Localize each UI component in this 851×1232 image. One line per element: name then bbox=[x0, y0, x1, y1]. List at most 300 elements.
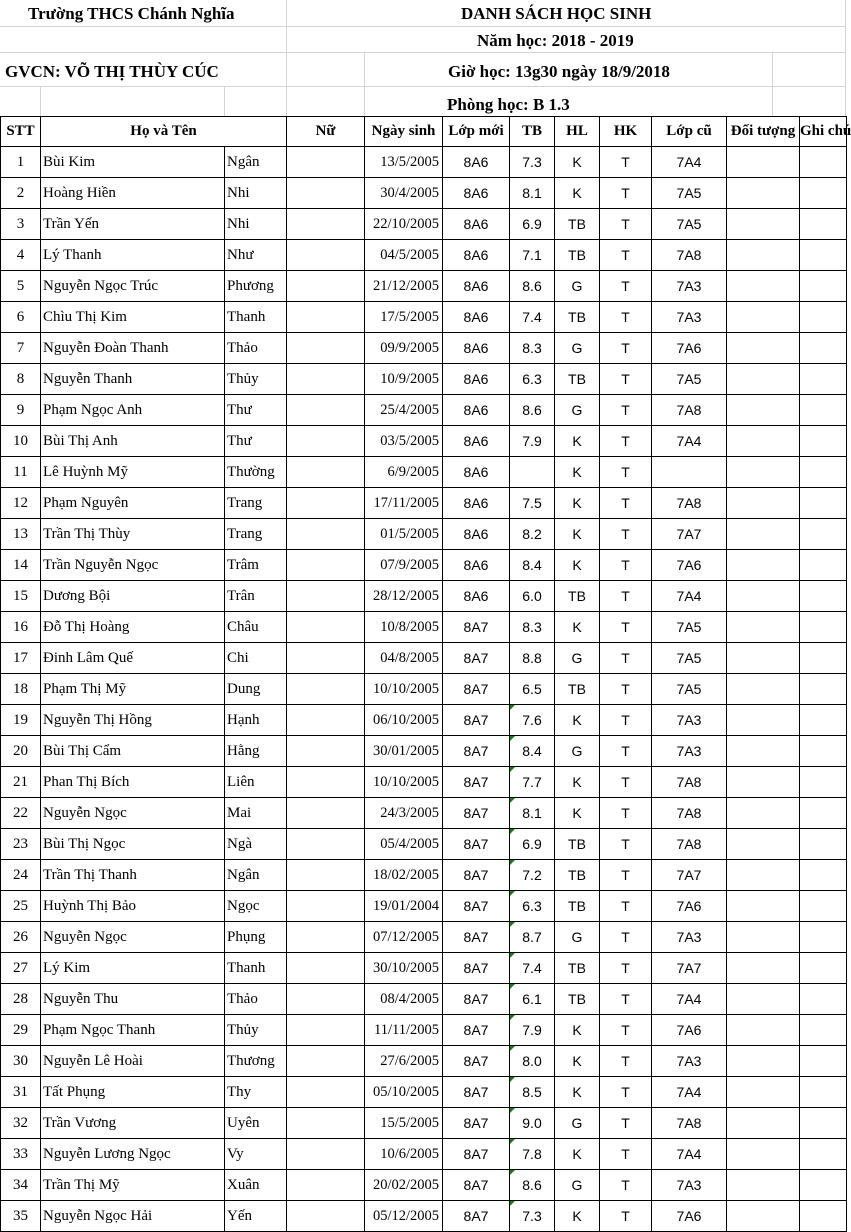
cell-conduct: T bbox=[600, 1108, 652, 1139]
cell-comment-marker-icon bbox=[510, 860, 515, 865]
cell-old-class: 7A6 bbox=[652, 333, 727, 364]
cell-academic: K bbox=[555, 178, 600, 209]
cell-female bbox=[287, 457, 365, 488]
cell-category bbox=[727, 302, 800, 333]
cell-note bbox=[800, 457, 847, 488]
cell-old-class: 7A4 bbox=[652, 581, 727, 612]
cell-old-class: 7A7 bbox=[652, 953, 727, 984]
cell-conduct: T bbox=[600, 643, 652, 674]
cell-avg: 7.9 bbox=[510, 426, 555, 457]
cell-stt: 17 bbox=[1, 643, 41, 674]
cell-new-class: 8A7 bbox=[443, 1170, 510, 1201]
cell-old-class: 7A7 bbox=[652, 860, 727, 891]
cell-avg: 8.4 bbox=[510, 736, 555, 767]
cell-academic: G bbox=[555, 736, 600, 767]
cell-stt: 30 bbox=[1, 1046, 41, 1077]
cell-avg: 7.4 bbox=[510, 302, 555, 333]
cell-avg: 8.4 bbox=[510, 550, 555, 581]
cell-new-class: 8A7 bbox=[443, 643, 510, 674]
cell-dob: 04/5/2005 bbox=[365, 240, 443, 271]
cell-surname: Nguyễn Ngọc Trúc bbox=[41, 271, 225, 302]
cell-avg: 8.5 bbox=[510, 1077, 555, 1108]
cell-old-class: 7A7 bbox=[652, 519, 727, 550]
cell-dob: 17/5/2005 bbox=[365, 302, 443, 333]
cell-old-class: 7A8 bbox=[652, 1108, 727, 1139]
cell-academic: TB bbox=[555, 209, 600, 240]
cell-category bbox=[727, 922, 800, 953]
cell-surname: Nguyễn Thanh bbox=[41, 364, 225, 395]
cell-surname: Hoàng Hiền bbox=[41, 178, 225, 209]
cell-dob: 28/12/2005 bbox=[365, 581, 443, 612]
cell-conduct: T bbox=[600, 302, 652, 333]
cell-note bbox=[800, 705, 847, 736]
cell-given-name: Thy bbox=[225, 1077, 287, 1108]
cell-category bbox=[727, 581, 800, 612]
cell-academic: G bbox=[555, 333, 600, 364]
table-row bbox=[1, 1015, 847, 1046]
table-row bbox=[1, 1139, 847, 1170]
cell-given-name: Yến bbox=[225, 1201, 287, 1232]
cell-given-name: Nhi bbox=[225, 178, 287, 209]
cell-dob: 01/5/2005 bbox=[365, 519, 443, 550]
cell-conduct: T bbox=[600, 1015, 652, 1046]
cell-surname: Chìu Thị Kim bbox=[41, 302, 225, 333]
cell-conduct: T bbox=[600, 1139, 652, 1170]
cell-new-class: 8A6 bbox=[443, 488, 510, 519]
cell-note bbox=[800, 1046, 847, 1077]
cell-female bbox=[287, 1170, 365, 1201]
cell-comment-marker-icon bbox=[510, 736, 515, 741]
cell-old-class: 7A6 bbox=[652, 550, 727, 581]
cell-stt: 4 bbox=[1, 240, 41, 271]
cell-stt: 34 bbox=[1, 1170, 41, 1201]
cell-female bbox=[287, 240, 365, 271]
col-header-avg: TB bbox=[510, 117, 555, 147]
cell-given-name: Mai bbox=[225, 798, 287, 829]
cell-conduct: T bbox=[600, 178, 652, 209]
cell-dob: 10/10/2005 bbox=[365, 674, 443, 705]
cell-conduct: T bbox=[600, 333, 652, 364]
cell-surname: Nguyễn Lương Ngọc bbox=[41, 1139, 225, 1170]
cell-new-class: 8A6 bbox=[443, 395, 510, 426]
cell-surname: Trần Thị Thanh bbox=[41, 860, 225, 891]
cell-old-class: 7A5 bbox=[652, 364, 727, 395]
cell-note bbox=[800, 240, 847, 271]
cell-note bbox=[800, 643, 847, 674]
student-rows bbox=[1, 147, 847, 1232]
cell-note bbox=[800, 922, 847, 953]
cell-note bbox=[800, 829, 847, 860]
cell-given-name: Phương bbox=[225, 271, 287, 302]
cell-female bbox=[287, 798, 365, 829]
cell-old-class: 7A3 bbox=[652, 736, 727, 767]
cell-avg: 8.1 bbox=[510, 178, 555, 209]
cell-stt: 13 bbox=[1, 519, 41, 550]
cell-category bbox=[727, 1077, 800, 1108]
cell-old-class: 7A5 bbox=[652, 674, 727, 705]
cell-note bbox=[800, 581, 847, 612]
cell-stt: 14 bbox=[1, 550, 41, 581]
cell-stt: 35 bbox=[1, 1201, 41, 1232]
cell-given-name: Thanh bbox=[225, 302, 287, 333]
cell-stt: 29 bbox=[1, 1015, 41, 1046]
cell-old-class: 7A3 bbox=[652, 302, 727, 333]
cell-given-name: Trâm bbox=[225, 550, 287, 581]
cell-female bbox=[287, 1201, 365, 1232]
cell-female bbox=[287, 271, 365, 302]
cell-academic: K bbox=[555, 1077, 600, 1108]
cell-avg: 7.6 bbox=[510, 705, 555, 736]
cell-old-class: 7A3 bbox=[652, 1046, 727, 1077]
cell-note bbox=[800, 736, 847, 767]
cell-new-class: 8A6 bbox=[443, 581, 510, 612]
cell-dob: 03/5/2005 bbox=[365, 426, 443, 457]
cell-academic: TB bbox=[555, 674, 600, 705]
cell-dob: 05/4/2005 bbox=[365, 829, 443, 860]
cell-given-name: Ngọc bbox=[225, 891, 287, 922]
cell-stt: 20 bbox=[1, 736, 41, 767]
cell-old-class: 7A6 bbox=[652, 1015, 727, 1046]
cell-surname: Phan Thị Bích bbox=[41, 767, 225, 798]
cell-note bbox=[800, 395, 847, 426]
cell-stt: 22 bbox=[1, 798, 41, 829]
cell-stt: 10 bbox=[1, 426, 41, 457]
cell-new-class: 8A7 bbox=[443, 1139, 510, 1170]
cell-category bbox=[727, 240, 800, 271]
cell-conduct: T bbox=[600, 519, 652, 550]
cell-surname: Phạm Ngọc Anh bbox=[41, 395, 225, 426]
cell-category bbox=[727, 953, 800, 984]
cell-surname: Phạm Nguyên bbox=[41, 488, 225, 519]
cell-note bbox=[800, 364, 847, 395]
cell-old-class: 7A5 bbox=[652, 178, 727, 209]
cell-new-class: 8A6 bbox=[443, 178, 510, 209]
cell-dob: 07/12/2005 bbox=[365, 922, 443, 953]
cell-dob: 24/3/2005 bbox=[365, 798, 443, 829]
cell-stt: 2 bbox=[1, 178, 41, 209]
cell-category bbox=[727, 426, 800, 457]
cell-old-class: 7A3 bbox=[652, 705, 727, 736]
cell-category bbox=[727, 209, 800, 240]
cell-stt: 16 bbox=[1, 612, 41, 643]
cell-category bbox=[727, 1139, 800, 1170]
cell-dob: 20/02/2005 bbox=[365, 1170, 443, 1201]
cell-dob: 05/12/2005 bbox=[365, 1201, 443, 1232]
cell-dob: 17/11/2005 bbox=[365, 488, 443, 519]
cell-academic: K bbox=[555, 519, 600, 550]
cell-new-class: 8A6 bbox=[443, 426, 510, 457]
cell-female bbox=[287, 1077, 365, 1108]
cell-stt: 6 bbox=[1, 302, 41, 333]
cell-avg: 8.6 bbox=[510, 271, 555, 302]
cell-category bbox=[727, 984, 800, 1015]
cell-female bbox=[287, 581, 365, 612]
table-row bbox=[1, 798, 847, 829]
sheet-header bbox=[0, 0, 846, 116]
cell-category bbox=[727, 147, 800, 178]
cell-female bbox=[287, 364, 365, 395]
cell-academic: G bbox=[555, 1108, 600, 1139]
cell-surname: Phạm Ngọc Thanh bbox=[41, 1015, 225, 1046]
cell-conduct: T bbox=[600, 581, 652, 612]
cell-category bbox=[727, 457, 800, 488]
cell-old-class: 7A4 bbox=[652, 1139, 727, 1170]
cell-new-class: 8A6 bbox=[443, 457, 510, 488]
col-header-female: Nữ bbox=[287, 117, 365, 147]
cell-old-class: 7A5 bbox=[652, 612, 727, 643]
cell-category bbox=[727, 829, 800, 860]
cell-dob: 05/10/2005 bbox=[365, 1077, 443, 1108]
table-row bbox=[1, 147, 847, 178]
cell-given-name: Thư bbox=[225, 426, 287, 457]
cell-old-class: 7A6 bbox=[652, 891, 727, 922]
cell-dob: 10/8/2005 bbox=[365, 612, 443, 643]
table-row bbox=[1, 1077, 847, 1108]
cell-note bbox=[800, 1139, 847, 1170]
cell-conduct: T bbox=[600, 364, 652, 395]
table-row bbox=[1, 612, 847, 643]
cell-academic: K bbox=[555, 550, 600, 581]
cell-academic: K bbox=[555, 1046, 600, 1077]
col-header-old-class: Lớp cũ bbox=[652, 117, 727, 147]
cell-female bbox=[287, 1108, 365, 1139]
cell-given-name: Thảo bbox=[225, 984, 287, 1015]
cell-conduct: T bbox=[600, 457, 652, 488]
cell-surname: Trần Thị Mỹ bbox=[41, 1170, 225, 1201]
table-row bbox=[1, 240, 847, 271]
table-row bbox=[1, 922, 847, 953]
cell-note bbox=[800, 1077, 847, 1108]
cell-old-class: 7A8 bbox=[652, 395, 727, 426]
cell-new-class: 8A7 bbox=[443, 984, 510, 1015]
cell-surname: Bùi Thị Ngọc bbox=[41, 829, 225, 860]
cell-female bbox=[287, 1139, 365, 1170]
cell-academic: K bbox=[555, 147, 600, 178]
cell-academic: TB bbox=[555, 364, 600, 395]
cell-conduct: T bbox=[600, 767, 652, 798]
cell-academic: G bbox=[555, 643, 600, 674]
cell-given-name: Trang bbox=[225, 519, 287, 550]
cell-conduct: T bbox=[600, 488, 652, 519]
cell-female bbox=[287, 178, 365, 209]
cell-female bbox=[287, 302, 365, 333]
cell-category bbox=[727, 178, 800, 209]
cell-stt: 24 bbox=[1, 860, 41, 891]
table-row bbox=[1, 581, 847, 612]
cell-conduct: T bbox=[600, 829, 652, 860]
cell-comment-marker-icon bbox=[510, 1201, 515, 1206]
cell-avg: 6.5 bbox=[510, 674, 555, 705]
cell-old-class: 7A5 bbox=[652, 209, 727, 240]
cell-stt: 27 bbox=[1, 953, 41, 984]
cell-female bbox=[287, 953, 365, 984]
col-header-stt: STT bbox=[1, 117, 41, 147]
cell-avg: 8.7 bbox=[510, 922, 555, 953]
cell-stt: 5 bbox=[1, 271, 41, 302]
cell-new-class: 8A6 bbox=[443, 240, 510, 271]
cell-female bbox=[287, 891, 365, 922]
cell-new-class: 8A7 bbox=[443, 1015, 510, 1046]
cell-given-name: Thủy bbox=[225, 1015, 287, 1046]
cell-category bbox=[727, 736, 800, 767]
table-row bbox=[1, 1170, 847, 1201]
cell-new-class: 8A6 bbox=[443, 519, 510, 550]
cell-stt: 19 bbox=[1, 705, 41, 736]
table-row bbox=[1, 829, 847, 860]
cell-surname: Huỳnh Thị Bảo bbox=[41, 891, 225, 922]
cell-note bbox=[800, 674, 847, 705]
table-row bbox=[1, 984, 847, 1015]
cell-academic: K bbox=[555, 1139, 600, 1170]
cell-female bbox=[287, 426, 365, 457]
cell-old-class: 7A8 bbox=[652, 767, 727, 798]
cell-academic: K bbox=[555, 426, 600, 457]
cell-new-class: 8A7 bbox=[443, 922, 510, 953]
cell-category bbox=[727, 860, 800, 891]
cell-given-name: Thư bbox=[225, 395, 287, 426]
cell-note bbox=[800, 426, 847, 457]
cell-category bbox=[727, 1108, 800, 1139]
cell-conduct: T bbox=[600, 550, 652, 581]
cell-old-class: 7A4 bbox=[652, 1077, 727, 1108]
cell-new-class: 8A6 bbox=[443, 302, 510, 333]
cell-dob: 09/9/2005 bbox=[365, 333, 443, 364]
cell-note bbox=[800, 488, 847, 519]
cell-stt: 23 bbox=[1, 829, 41, 860]
table-row bbox=[1, 674, 847, 705]
cell-stt: 9 bbox=[1, 395, 41, 426]
cell-comment-marker-icon bbox=[510, 953, 515, 958]
cell-avg: 7.5 bbox=[510, 488, 555, 519]
cell-avg: 8.1 bbox=[510, 798, 555, 829]
cell-dob: 25/4/2005 bbox=[365, 395, 443, 426]
cell-dob: 07/9/2005 bbox=[365, 550, 443, 581]
table-row bbox=[1, 178, 847, 209]
cell-stt: 32 bbox=[1, 1108, 41, 1139]
cell-conduct: T bbox=[600, 426, 652, 457]
cell-academic: G bbox=[555, 1170, 600, 1201]
cell-conduct: T bbox=[600, 612, 652, 643]
cell-academic: TB bbox=[555, 891, 600, 922]
cell-note bbox=[800, 767, 847, 798]
cell-comment-marker-icon bbox=[510, 1077, 515, 1082]
cell-surname: Nguyễn Ngọc Hải bbox=[41, 1201, 225, 1232]
cell-stt: 3 bbox=[1, 209, 41, 240]
cell-note bbox=[800, 1170, 847, 1201]
cell-avg: 6.9 bbox=[510, 829, 555, 860]
cell-given-name: Ngà bbox=[225, 829, 287, 860]
table-row bbox=[1, 736, 847, 767]
cell-avg: 7.3 bbox=[510, 147, 555, 178]
cell-conduct: T bbox=[600, 798, 652, 829]
cell-note bbox=[800, 209, 847, 240]
cell-female bbox=[287, 736, 365, 767]
school-year: Năm học: 2018 - 2019 bbox=[477, 31, 634, 50]
cell-given-name: Uyên bbox=[225, 1108, 287, 1139]
cell-academic: G bbox=[555, 395, 600, 426]
cell-category bbox=[727, 364, 800, 395]
cell-stt: 21 bbox=[1, 767, 41, 798]
cell-female bbox=[287, 1015, 365, 1046]
cell-old-class: 7A3 bbox=[652, 271, 727, 302]
cell-dob: 10/10/2005 bbox=[365, 767, 443, 798]
table-row bbox=[1, 395, 847, 426]
cell-female bbox=[287, 984, 365, 1015]
cell-stt: 7 bbox=[1, 333, 41, 364]
cell-note bbox=[800, 860, 847, 891]
cell-female bbox=[287, 705, 365, 736]
cell-dob: 13/5/2005 bbox=[365, 147, 443, 178]
cell-surname: Lý Kim bbox=[41, 953, 225, 984]
cell-old-class bbox=[652, 457, 727, 488]
cell-conduct: T bbox=[600, 271, 652, 302]
cell-new-class: 8A6 bbox=[443, 364, 510, 395]
cell-academic: K bbox=[555, 705, 600, 736]
cell-conduct: T bbox=[600, 860, 652, 891]
cell-new-class: 8A7 bbox=[443, 705, 510, 736]
cell-female bbox=[287, 209, 365, 240]
cell-stt: 25 bbox=[1, 891, 41, 922]
cell-dob: 15/5/2005 bbox=[365, 1108, 443, 1139]
cell-surname: Nguyễn Lê Hoài bbox=[41, 1046, 225, 1077]
cell-female bbox=[287, 674, 365, 705]
cell-comment-marker-icon bbox=[510, 922, 515, 927]
cell-given-name: Thường bbox=[225, 457, 287, 488]
cell-surname: Nguyễn Ngọc bbox=[41, 798, 225, 829]
cell-avg: 7.8 bbox=[510, 1139, 555, 1170]
cell-old-class: 7A3 bbox=[652, 922, 727, 953]
cell-new-class: 8A6 bbox=[443, 550, 510, 581]
cell-old-class: 7A4 bbox=[652, 147, 727, 178]
cell-stt: 12 bbox=[1, 488, 41, 519]
cell-given-name: Hạnh bbox=[225, 705, 287, 736]
cell-given-name: Nhi bbox=[225, 209, 287, 240]
cell-avg: 6.9 bbox=[510, 209, 555, 240]
cell-avg: 7.4 bbox=[510, 953, 555, 984]
cell-category bbox=[727, 488, 800, 519]
cell-comment-marker-icon bbox=[510, 705, 515, 710]
cell-comment-marker-icon bbox=[510, 798, 515, 803]
cell-avg: 6.3 bbox=[510, 891, 555, 922]
cell-category bbox=[727, 550, 800, 581]
cell-surname: Lý Thanh bbox=[41, 240, 225, 271]
cell-comment-marker-icon bbox=[510, 984, 515, 989]
table-row bbox=[1, 767, 847, 798]
cell-category bbox=[727, 271, 800, 302]
cell-given-name: Trân bbox=[225, 581, 287, 612]
cell-note bbox=[800, 798, 847, 829]
cell-note bbox=[800, 1201, 847, 1232]
cell-avg: 7.9 bbox=[510, 1015, 555, 1046]
cell-new-class: 8A7 bbox=[443, 612, 510, 643]
cell-new-class: 8A7 bbox=[443, 767, 510, 798]
cell-new-class: 8A7 bbox=[443, 891, 510, 922]
cell-avg: 8.3 bbox=[510, 333, 555, 364]
cell-female bbox=[287, 550, 365, 581]
cell-category bbox=[727, 643, 800, 674]
cell-surname: Đỗ Thị Hoàng bbox=[41, 612, 225, 643]
cell-academic: TB bbox=[555, 240, 600, 271]
table-row bbox=[1, 643, 847, 674]
cell-stt: 18 bbox=[1, 674, 41, 705]
cell-stt: 26 bbox=[1, 922, 41, 953]
cell-given-name: Ngân bbox=[225, 147, 287, 178]
cell-dob: 30/10/2005 bbox=[365, 953, 443, 984]
cell-stt: 11 bbox=[1, 457, 41, 488]
cell-new-class: 8A7 bbox=[443, 829, 510, 860]
cell-surname: Phạm Thị Mỹ bbox=[41, 674, 225, 705]
class-schedule: Giờ học: 13g30 ngày 18/9/2018 bbox=[448, 62, 670, 81]
